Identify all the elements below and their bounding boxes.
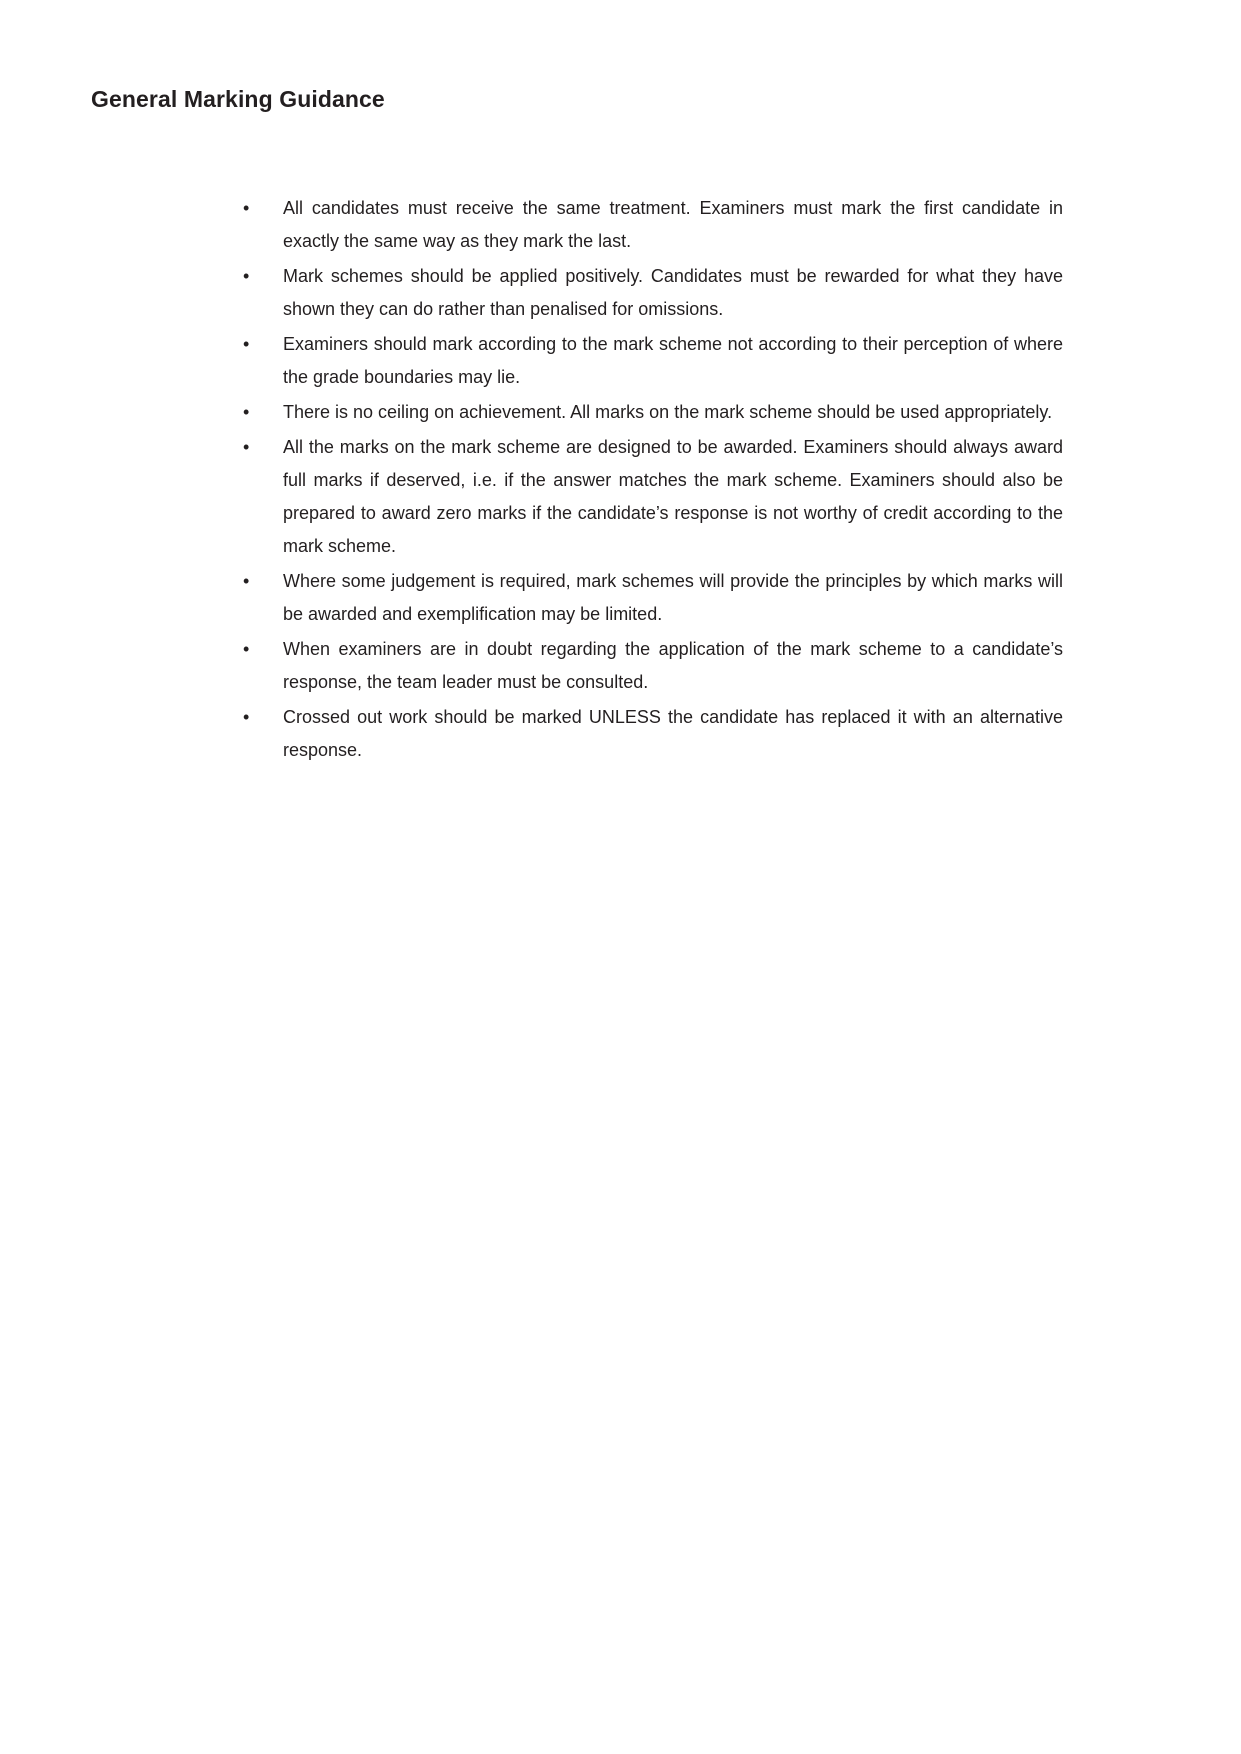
bullet-icon: •: [243, 402, 250, 422]
bullet-icon: •: [243, 334, 250, 354]
list-item-text: Examiners should mark according to the mark scheme not according to their perception of where the grade boundaries may lie.: [283, 334, 1063, 387]
list-item-text: Mark schemes should be applied positively. Candidates must be rewarded for what they have shown they can do rather than penalised for omissions.: [283, 266, 1063, 319]
list-item-text: There is no ceiling on achievement. All marks on the mark scheme should be used appropriately.: [283, 402, 1053, 422]
list-item: [243, 260, 1063, 326]
list-item: [243, 396, 1063, 429]
list-item-text: When examiners are in doubt regarding the application of the mark scheme to a candidate’s response, the team leader must be consulted.: [283, 639, 1063, 692]
list-item: [243, 701, 1063, 767]
list-item: [243, 431, 1063, 563]
bullet-icon: •: [243, 639, 250, 659]
list-item-text: All candidates must receive the same treatment. Examiners must mark the first candidate in exactly the same way as they mark the last.: [283, 198, 1063, 251]
bullet-icon: •: [243, 266, 250, 286]
list-item-text: All the marks on the mark scheme are designed to be awarded. Examiners should always award full marks if deserved, i.e. if the answer matches the mark scheme. Examiners should also be prepared to award zero marks if the candidate’s response is not worthy of credit according to the mark scheme.: [283, 437, 1063, 556]
list-item: [243, 565, 1063, 631]
page-title: General Marking Guidance: [91, 86, 385, 112]
bullet-icon: •: [243, 437, 250, 457]
list-item: [243, 633, 1063, 699]
list-item-text: Where some judgement is required, mark schemes will provide the principles by which marks will be awarded and exemplification may be limited.: [283, 571, 1063, 624]
list-item: [243, 328, 1063, 394]
guidance-list: [243, 192, 1063, 769]
bullet-icon: •: [243, 571, 250, 591]
list-item: [243, 192, 1063, 258]
bullet-icon: •: [243, 198, 250, 218]
bullet-icon: •: [243, 707, 250, 727]
list-item-text: Crossed out work should be marked UNLESS the candidate has replaced it with an alternative response.: [283, 707, 1063, 760]
